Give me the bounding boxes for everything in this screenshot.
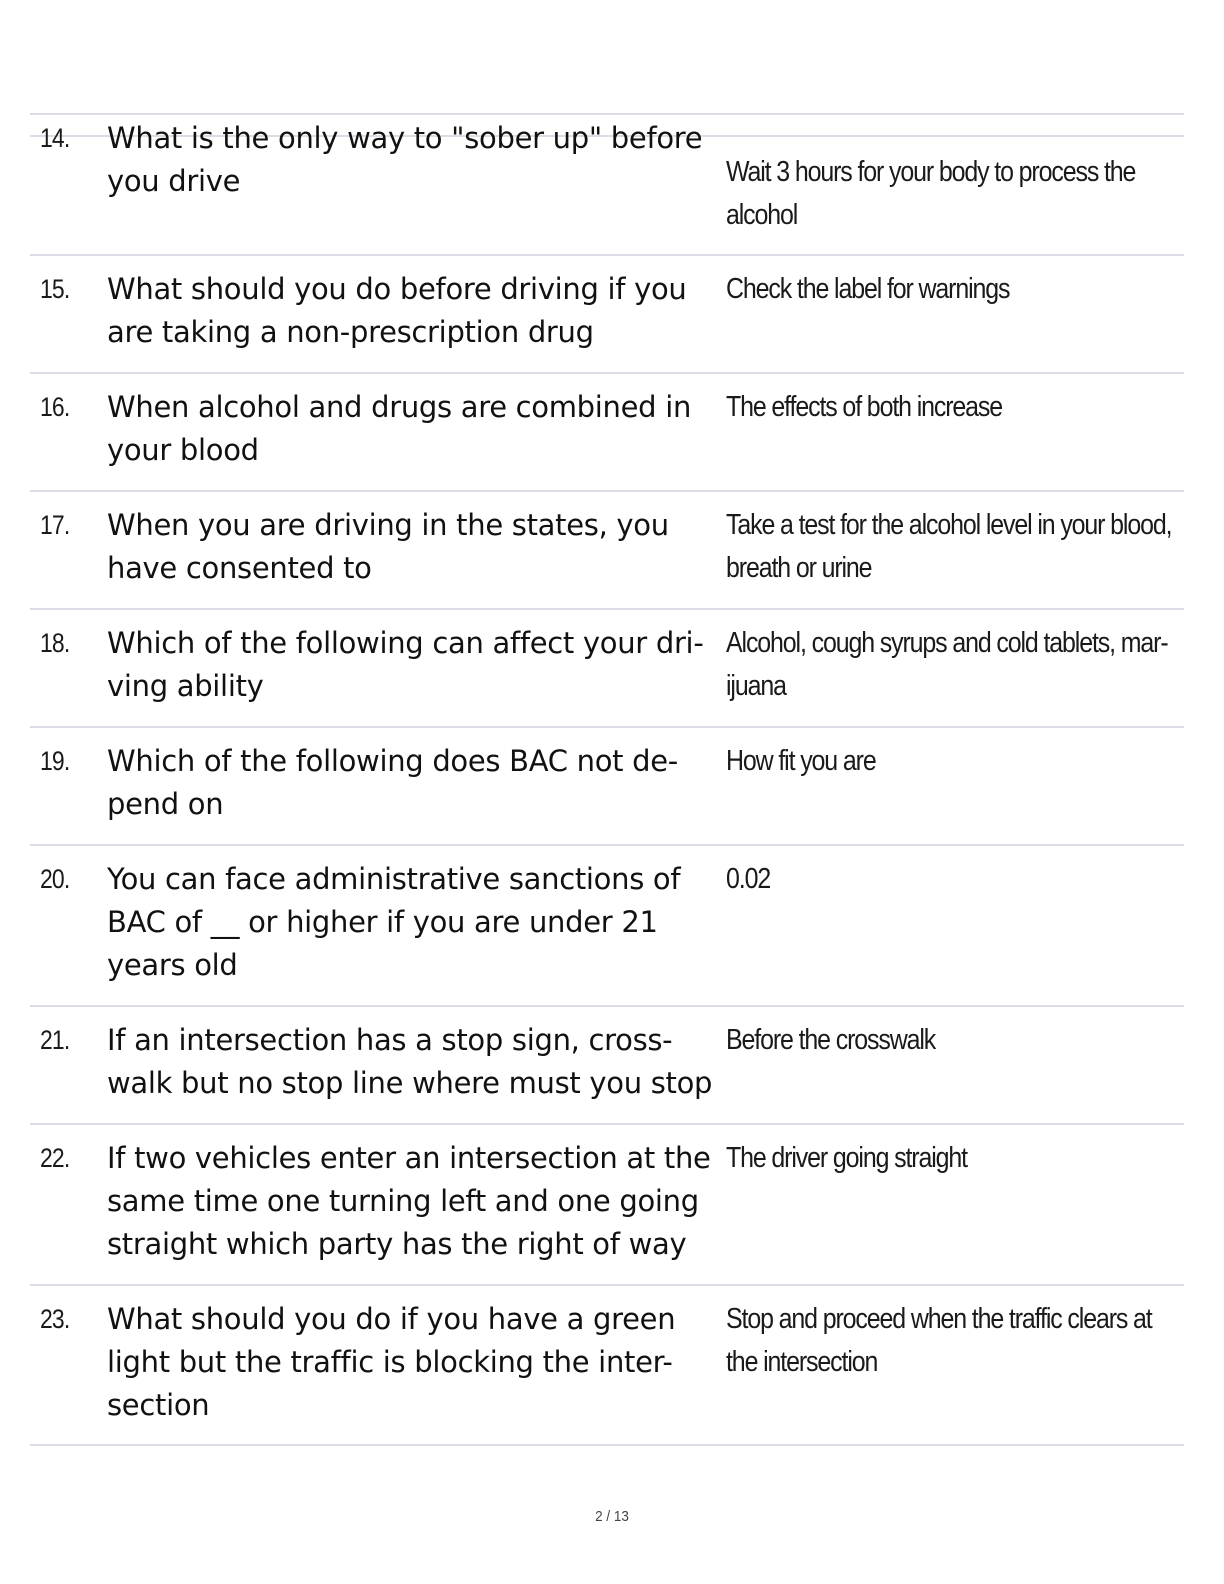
answer-text: How fit you are	[726, 745, 876, 777]
question-text: If an intersection has a stop sign, cross- walk but no stop line where must you stop	[107, 1023, 713, 1100]
item-number: 21.	[40, 1025, 70, 1055]
question-text: Which of the following can affect your dri- ving ability	[107, 626, 704, 703]
answer-text: Take a test for the alcohol level in your blood, breath or urine	[726, 509, 1172, 584]
item-number: 22.	[40, 1143, 70, 1173]
question-text: What should you do before driving if you are taking a non-prescription drug	[107, 272, 687, 349]
page-number: 2 / 13	[595, 1508, 629, 1525]
question-text: If two vehicles enter an intersection at the same time one turning left and one going straight which party has the right of way	[107, 1141, 711, 1261]
question-text: When you are driving in the states, you have consented to	[107, 508, 669, 585]
item-number: 14.	[40, 123, 70, 153]
table-row	[30, 1123, 1184, 1284]
answer-text: Before the crosswalk	[726, 1024, 936, 1056]
item-number: 16.	[40, 392, 70, 422]
answer-text: Alcohol, cough syrups and cold tablets, mar- ijuana	[726, 627, 1168, 702]
table-row	[30, 726, 1184, 844]
item-number: 20.	[40, 864, 70, 894]
table-row	[30, 1284, 1184, 1446]
question-text: What is the only way to "sober up" before you drive	[107, 121, 703, 198]
table-row	[30, 1005, 1184, 1123]
answer-text: Wait 3 hours for your body to process the alcohol	[726, 156, 1136, 231]
table-row	[30, 490, 1184, 608]
table-row	[30, 844, 1184, 1005]
question-text: What should you do if you have a green light but the traffic is blocking the inter- section	[107, 1302, 676, 1422]
item-number: 19.	[40, 746, 70, 776]
qa-table	[30, 113, 1184, 1446]
table-row	[30, 372, 1184, 490]
item-number: 15.	[40, 274, 70, 304]
answer-text: Check the label for warnings	[726, 273, 1010, 305]
item-number: 23.	[40, 1304, 70, 1334]
item-number: 18.	[40, 628, 70, 658]
table-row	[30, 608, 1184, 726]
answer-text: The driver going straight	[726, 1142, 967, 1174]
answer-text: The effects of both increase	[726, 391, 1003, 423]
question-text: You can face administrative sanctions of BAC of __ or higher if you are under 21 years old	[107, 862, 681, 982]
question-text: When alcohol and drugs are combined in your blood	[107, 390, 692, 467]
table-row	[30, 254, 1184, 372]
item-number: 17.	[40, 510, 70, 540]
table-row	[30, 113, 1184, 254]
answer-text: 0.02	[726, 863, 771, 895]
answer-text: Stop and proceed when the traffic clears at the intersection	[726, 1303, 1152, 1378]
question-text: Which of the following does BAC not de- pend on	[107, 744, 678, 821]
